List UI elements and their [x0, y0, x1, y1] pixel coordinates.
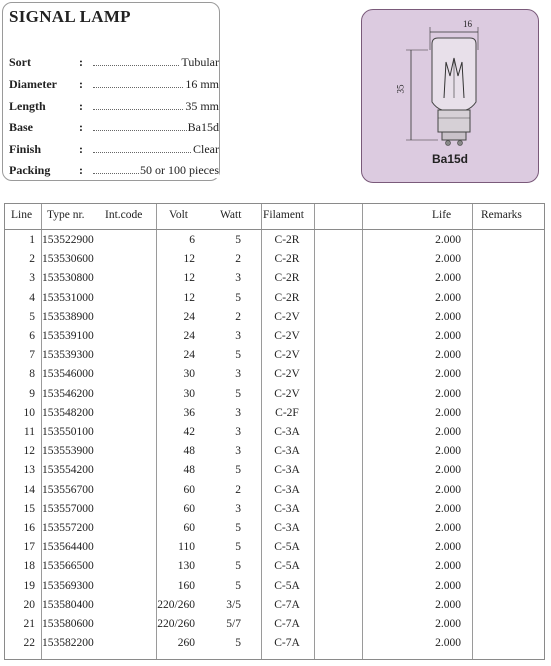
cell-volt: 36	[183, 406, 195, 419]
cell-filament: C-7A	[274, 618, 300, 630]
cell-type: 153548200	[42, 406, 94, 419]
cell-line: 18	[23, 560, 35, 573]
cell-type: 153566500	[42, 560, 94, 573]
cell-filament: C-2V	[274, 387, 300, 400]
cell-line: 10	[23, 406, 35, 419]
spec-colon: :	[79, 99, 83, 113]
cell-type: 153564400	[42, 541, 94, 554]
spec-value: 35 mm	[185, 99, 219, 113]
cell-type: 153546000	[42, 368, 94, 381]
cell-filament: C-2V	[274, 330, 300, 342]
cell-life: 2.000	[435, 234, 461, 246]
cell-volt: 12	[183, 253, 195, 266]
cell-volt: 60	[183, 522, 195, 534]
spec-row-base	[9, 120, 219, 138]
cell-line: 14	[23, 483, 35, 496]
cell-volt: 260	[177, 637, 195, 650]
spec-label: Diameter	[9, 77, 57, 91]
spec-colon: :	[79, 163, 83, 177]
header-type: Type nr.	[47, 209, 85, 221]
cell-life: 2.000	[435, 368, 461, 381]
cell-line: 12	[23, 445, 35, 458]
spec-value: Tubular	[181, 55, 219, 69]
cell-line: 4	[29, 291, 35, 304]
cell-watt: 5	[235, 464, 241, 477]
spec-label: Packing	[9, 163, 51, 177]
cell-watt: 3	[235, 502, 241, 515]
cell-watt: 5	[235, 349, 241, 362]
cell-watt: 3	[235, 426, 241, 438]
cell-watt: 3	[235, 368, 241, 381]
cell-line: 3	[29, 272, 35, 285]
cell-life: 2.000	[435, 253, 461, 266]
header-filament: Filament	[263, 209, 304, 221]
cell-type: 153539100	[42, 330, 94, 342]
cell-life: 2.000	[435, 426, 461, 438]
cell-life: 2.000	[435, 272, 461, 285]
cell-line: 5	[29, 310, 35, 323]
cell-life: 2.000	[435, 387, 461, 400]
cell-type: 153580400	[42, 598, 94, 611]
cell-watt: 3	[235, 330, 241, 342]
cell-type: 153557000	[42, 502, 94, 515]
cell-filament: C-2V	[274, 310, 300, 323]
cell-life: 2.000	[435, 541, 461, 554]
cell-life: 2.000	[435, 406, 461, 419]
cell-type: 153553900	[42, 445, 94, 458]
cell-life: 2.000	[435, 445, 461, 458]
cell-volt: 220/260	[157, 598, 195, 611]
cell-filament: C-5A	[274, 541, 300, 554]
cell-life: 2.000	[435, 291, 461, 304]
cell-watt: 5	[235, 234, 241, 246]
spec-label: Length	[9, 99, 46, 113]
header-volt: Volt	[169, 209, 188, 221]
cell-volt: 220/260	[157, 618, 195, 630]
spec-row-length	[9, 99, 219, 117]
spec-value: Clear	[193, 142, 219, 156]
cell-life: 2.000	[435, 618, 461, 630]
cell-watt: 2	[235, 483, 241, 496]
cell-watt: 5	[235, 522, 241, 534]
cell-volt: 48	[183, 445, 195, 458]
cell-filament: C-7A	[274, 637, 300, 650]
cell-type: 153530600	[42, 253, 94, 266]
header-watt: Watt	[220, 209, 242, 221]
cell-volt: 30	[183, 368, 195, 381]
table-row	[5, 634, 544, 657]
cell-watt: 3/5	[226, 598, 241, 611]
cell-volt: 130	[177, 560, 195, 573]
cell-volt: 24	[183, 349, 195, 362]
cell-filament: C-3A	[274, 426, 300, 438]
lamp-image-panel	[361, 9, 539, 183]
cell-volt: 6	[189, 234, 195, 246]
cell-watt: 2	[235, 310, 241, 323]
cell-volt: 160	[177, 579, 195, 592]
cell-watt: 2	[235, 253, 241, 266]
cell-filament: C-2V	[274, 349, 300, 362]
cell-life: 2.000	[435, 560, 461, 573]
cell-watt: 3	[235, 445, 241, 458]
cell-line: 22	[23, 637, 35, 650]
cell-line: 11	[23, 426, 35, 438]
cell-filament: C-7A	[274, 598, 300, 611]
spec-row-packing	[9, 163, 219, 181]
cell-watt: 5	[235, 560, 241, 573]
product-title: SIGNAL LAMP	[9, 7, 131, 26]
cell-filament: C-3A	[274, 502, 300, 515]
spec-value: 16 mm	[185, 77, 219, 91]
cell-line: 15	[23, 502, 35, 515]
spec-colon: :	[79, 120, 83, 134]
cell-life: 2.000	[435, 637, 461, 650]
cell-volt: 24	[183, 310, 195, 323]
cell-filament: C-2R	[274, 253, 300, 266]
header-intcode: Int.code	[105, 209, 143, 221]
spec-colon: :	[79, 77, 83, 91]
cell-type: 153554200	[42, 464, 94, 477]
cell-line: 2	[29, 253, 35, 266]
cell-life: 2.000	[435, 502, 461, 515]
cell-type: 153530800	[42, 272, 94, 285]
cell-line: 16	[23, 522, 35, 534]
cell-type: 153582200	[42, 637, 94, 650]
spec-row-sort	[9, 55, 219, 73]
cell-type: 153539300	[42, 349, 94, 362]
cell-volt: 60	[183, 502, 195, 515]
cell-filament: C-2R	[274, 234, 300, 246]
cell-filament: C-5A	[274, 560, 300, 573]
cell-volt: 24	[183, 330, 195, 342]
spec-label: Sort	[9, 55, 31, 69]
cell-line: 1	[29, 234, 35, 246]
cell-line: 8	[29, 368, 35, 381]
dimension-length: 35	[395, 84, 406, 94]
spec-row-diameter	[9, 77, 219, 95]
cell-volt: 30	[183, 387, 195, 400]
cell-filament: C-2F	[275, 406, 299, 419]
cell-watt: 5	[235, 637, 241, 650]
cell-type: 153569300	[42, 579, 94, 592]
cell-life: 2.000	[435, 310, 461, 323]
header-line: Line	[11, 209, 33, 221]
cell-type: 153531000	[42, 291, 94, 304]
cell-life: 2.000	[435, 330, 461, 342]
cell-line: 17	[23, 541, 35, 554]
cell-filament: C-3A	[274, 464, 300, 477]
cell-filament: C-5A	[274, 579, 300, 592]
header-remarks: Remarks	[481, 209, 522, 221]
cell-life: 2.000	[435, 579, 461, 592]
cell-volt: 60	[183, 483, 195, 496]
cell-filament: C-2V	[274, 368, 300, 381]
cell-line: 20	[23, 598, 35, 611]
cell-watt: 5	[235, 387, 241, 400]
spec-label: Finish	[9, 142, 42, 156]
cell-type: 153556700	[42, 483, 94, 496]
base-caption: Ba15d	[431, 152, 469, 166]
cell-line: 19	[23, 579, 35, 592]
spec-row-finish	[9, 142, 219, 160]
lamp-table	[4, 203, 545, 660]
cell-filament: C-3A	[274, 522, 300, 534]
cell-filament: C-3A	[274, 445, 300, 458]
cell-life: 2.000	[435, 464, 461, 477]
cell-line: 6	[29, 330, 35, 342]
cell-watt: 5	[235, 291, 241, 304]
cell-volt: 48	[183, 464, 195, 477]
cell-type: 153550100	[42, 426, 94, 438]
spec-colon: :	[79, 142, 83, 156]
cell-line: 7	[29, 349, 35, 362]
cell-watt: 5	[235, 541, 241, 554]
cell-line: 21	[23, 618, 35, 630]
cell-life: 2.000	[435, 598, 461, 611]
cell-watt: 3	[235, 406, 241, 419]
spec-label: Base	[9, 120, 33, 134]
header-life: Life	[432, 209, 452, 221]
cell-life: 2.000	[435, 349, 461, 362]
cell-watt: 3	[235, 272, 241, 285]
cell-type: 153522900	[42, 234, 94, 246]
cell-filament: C-3A	[274, 483, 300, 496]
spec-panel	[2, 2, 220, 181]
cell-watt: 5	[235, 579, 241, 592]
spec-value: Ba15d	[187, 120, 219, 134]
table-header	[5, 204, 544, 230]
spec-colon: :	[79, 55, 83, 69]
dimension-width: 16	[463, 19, 472, 29]
cell-life: 2.000	[435, 483, 461, 496]
cell-filament: C-2R	[274, 272, 300, 285]
cell-volt: 12	[183, 272, 195, 285]
cell-type: 153557200	[42, 522, 94, 534]
cell-type: 153546200	[42, 387, 94, 400]
cell-volt: 110	[178, 541, 195, 554]
cell-type: 153538900	[42, 310, 94, 323]
cell-filament: C-2R	[274, 291, 300, 304]
cell-watt: 5/7	[226, 618, 241, 630]
cell-line: 13	[23, 464, 35, 477]
cell-volt: 12	[183, 291, 195, 304]
cell-line: 9	[29, 387, 35, 400]
spec-value: 50 or 100 pieces	[140, 163, 219, 177]
cell-volt: 42	[183, 426, 195, 438]
cell-type: 153580600	[42, 618, 94, 630]
cell-life: 2.000	[435, 522, 461, 534]
